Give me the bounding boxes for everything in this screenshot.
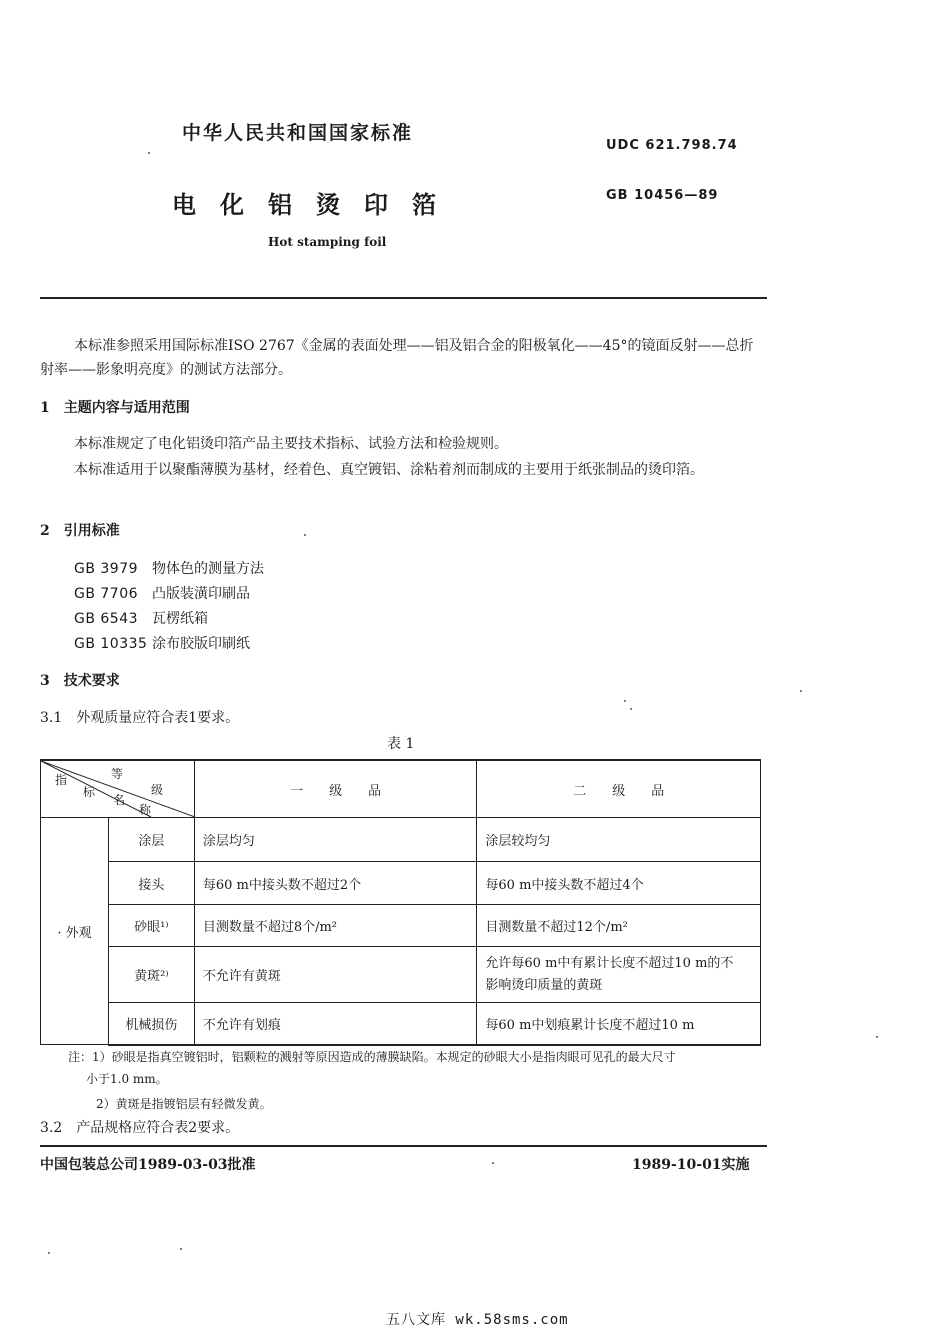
- table-row: [41, 1003, 761, 1045]
- implementation-date: 1989-10-01实施: [632, 1157, 750, 1173]
- gb-number: GB 10456—89: [606, 188, 719, 203]
- section-1-para-2: 本标准适用于以聚酯薄膜为基材，经着色、真空镀铝、涂粘着剂而制成的主要用于纸张制品的烫印箔。: [74, 462, 704, 478]
- scan-speck: [180, 1248, 182, 1250]
- section-2-heading: 2 引用标准: [40, 523, 120, 539]
- section-1-heading: 1 主题内容与适用范围: [40, 400, 190, 416]
- diag-label: 标: [83, 785, 96, 799]
- group-label: 外观: [65, 925, 92, 941]
- grade-2-line: 影响烫印质量的黄斑: [485, 977, 603, 993]
- reference-name: 物体色的测量方法: [152, 561, 264, 577]
- clause-3-2: 3.2 产品规格应符合表2要求。: [40, 1120, 240, 1136]
- reference-code: GB 7706: [74, 586, 139, 602]
- item-cell: 接头: [108, 862, 194, 905]
- diag-label: 级: [151, 783, 164, 797]
- table-row: [41, 947, 761, 1003]
- diag-label: 等: [111, 767, 124, 781]
- scan-speck: [630, 708, 632, 710]
- intro-paragraph: 本标准参照采用国际标准ISO 2767《金属的表面处理——铝及铝合金的阳极氧化——45°的镜面反射——总折射率——影象明亮度》的测试方法部分。: [40, 338, 754, 378]
- reference-item: [74, 633, 250, 653]
- table-caption: 表 1: [387, 736, 415, 752]
- header-divider: [40, 297, 767, 299]
- site-watermark: 五八文库 wk.58sms.com: [386, 1312, 569, 1328]
- document-title: 电化铝烫印箔: [172, 190, 460, 219]
- note-1-line-2: 小于1.0 mm。: [86, 1072, 168, 1086]
- table-row: [41, 818, 761, 862]
- reference-name: 凸版装潢印刷品: [152, 586, 250, 602]
- reference-item: [74, 558, 264, 578]
- grade-2-cell: 目测数量不超过12个/m²: [477, 905, 761, 947]
- scan-speck: [624, 700, 626, 702]
- footer-divider: [40, 1145, 767, 1147]
- grade-2-line: 允许每60 m中有累计长度不超过10 m的不: [485, 955, 734, 971]
- scan-speck: [800, 690, 802, 692]
- grade-2-cell: [477, 947, 761, 1003]
- reference-name: 涂布胶版印刷纸: [152, 636, 250, 652]
- clause-3-1: 3.1 外观质量应符合表1要求。: [40, 710, 240, 726]
- reference-code: GB 6543: [74, 611, 139, 627]
- grade-2-cell: 每60 m中接头数不超过4个: [477, 862, 761, 905]
- grade-1-header: 一 级 品: [194, 760, 477, 818]
- item-cell: 砂眼¹⁾: [108, 905, 194, 947]
- table-header-row: [41, 760, 761, 818]
- grade-1-cell: 每60 m中接头数不超过2个: [194, 862, 477, 905]
- national-standard-title: 中华人民共和国国家标准: [182, 122, 414, 144]
- diag-label: 称: [139, 803, 152, 817]
- grade-2-cell: 每60 m中划痕累计长度不超过10 m: [477, 1003, 761, 1045]
- item-cell: 机械损伤: [108, 1003, 194, 1045]
- grade-1-cell: 不允许有黄斑: [194, 947, 477, 1003]
- grade-1-cell: 目测数量不超过8个/m²: [194, 905, 477, 947]
- diag-label: 名: [113, 793, 126, 807]
- reference-name: 瓦楞纸箱: [152, 611, 208, 627]
- note-1-line-1: 注：1）砂眼是指真空镀铝时，铝颗粒的溅射等原因造成的薄膜缺陷。本规定的砂眼大小是指肉眼可见孔的最大尺寸: [68, 1050, 676, 1064]
- grade-1-cell: 涂层均匀: [194, 818, 477, 862]
- reference-code: GB 3979: [74, 561, 139, 577]
- approval-line: 中国包装总公司1989-03-03批准: [40, 1157, 256, 1173]
- section-1-para-1: 本标准规定了电化铝烫印箔产品主要技术指标、试验方法和检验规则。: [74, 436, 508, 452]
- scan-speck: [492, 1162, 494, 1164]
- diagonal-header-cell: [41, 760, 195, 818]
- table-row: [41, 905, 761, 947]
- note-2: 2）黄斑是指镀铝层有轻微发黄。: [96, 1097, 272, 1111]
- reference-code: GB 10335: [74, 636, 148, 652]
- table-row: [41, 862, 761, 905]
- section-3-heading: 3 技术要求: [40, 673, 120, 689]
- grade-1-cell: 不允许有划痕: [194, 1003, 477, 1045]
- grade-2-header: 二 级 品: [477, 760, 761, 818]
- quality-table: [40, 759, 761, 1046]
- item-cell: 黄斑²⁾: [108, 947, 194, 1003]
- reference-item: [74, 583, 250, 603]
- scan-speck: [148, 152, 150, 154]
- grade-2-cell: 涂层较均匀: [477, 818, 761, 862]
- reference-item: [74, 608, 208, 628]
- item-cell: 涂层: [108, 818, 194, 862]
- diag-label: 指: [55, 773, 68, 787]
- udc-code: UDC 621.798.74: [606, 138, 738, 153]
- scan-speck: [304, 534, 306, 536]
- scan-speck: [48, 1252, 50, 1254]
- english-title: Hot stamping foil: [268, 235, 387, 249]
- scan-speck: [876, 1036, 878, 1038]
- group-cell: · 外观: [41, 818, 109, 1045]
